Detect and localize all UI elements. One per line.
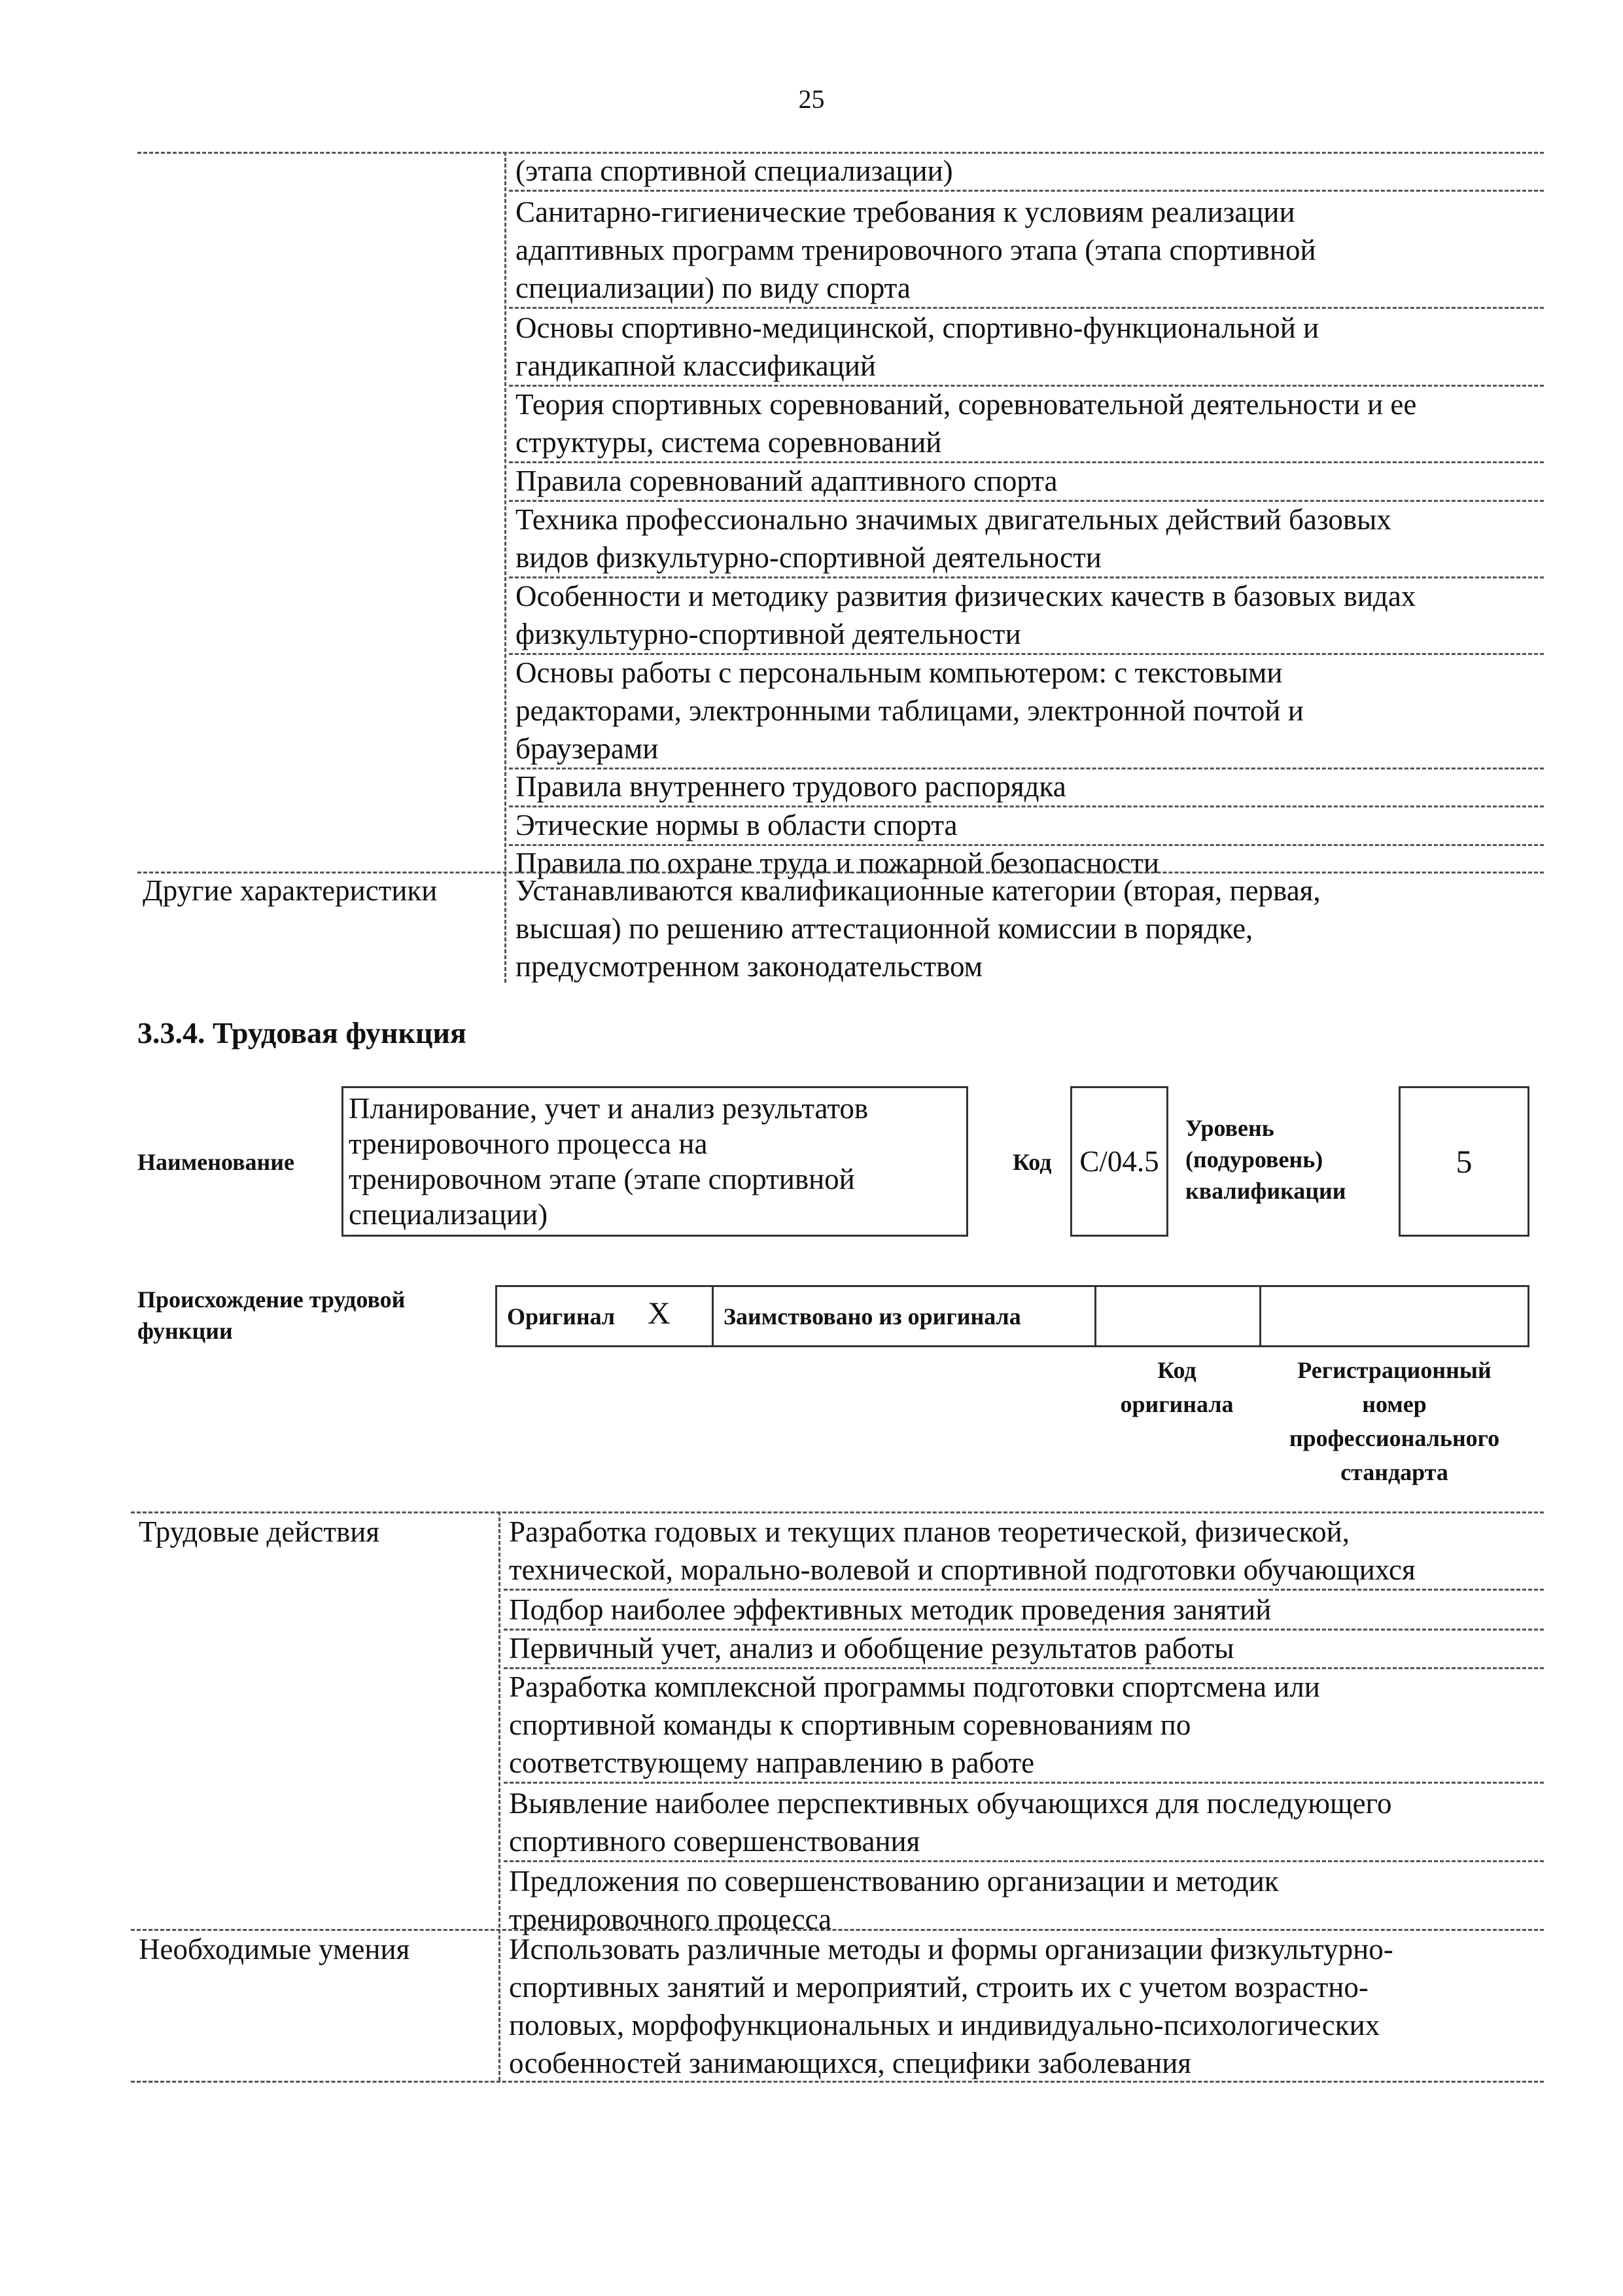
- table2-bottom-rule: [131, 2081, 1544, 2083]
- qualification-level: 5: [1399, 1086, 1529, 1237]
- other-characteristics-text: Устанавливаются квалификационные категории (вторая, первая, высшая) по решению аттестационной комиссии в порядке, предусмотренном законодательством: [515, 874, 1321, 983]
- table1-row: Правила по охране труда и пожарной безопасности: [515, 847, 1159, 879]
- borrowed-label: Заимствовано из оригинала: [724, 1303, 1021, 1330]
- origin-cell-divider: [1094, 1285, 1096, 1347]
- function-code: C/04.5: [1070, 1086, 1168, 1237]
- labor-action-row: Подбор наиболее эффективных методик проведения занятий: [504, 1591, 1544, 1631]
- table2-column-divider: [498, 1511, 500, 2081]
- original-label: Оригинал: [507, 1303, 616, 1330]
- table1-row: Основы работы с персональным компьютером: с текстовыми редакторами, электронными таблицами, электронной почтой и браузерами: [509, 654, 1544, 769]
- labor-action-row: Первичный учет, анализ и обобщение результатов работы: [504, 1629, 1544, 1669]
- original-mark: X: [648, 1296, 671, 1331]
- function-name-box: Планирование, учет и анализ результатов тренировочного процесса на тренировочном этапе (этапе спортивной специализации): [341, 1086, 968, 1237]
- table1-row: Санитарно-гигиенические требования к условиям реализации адаптивных программ тренировочного этапа (этапа спортивной специализации) по виду спорта: [509, 193, 1544, 309]
- table1-row: Основы спортивно-медицинской, спортивно-функциональной и гандикапной классификаций: [509, 309, 1544, 387]
- table1-row: Правила внутреннего трудового распорядка: [509, 768, 1544, 807]
- labor-action-row: Разработка комплексной программы подготовки спортсмена или спортивной команды к спортивным соревнованиям по соответствующему направлению в работе: [504, 1668, 1544, 1784]
- table1-row: Этические нормы в области спорта: [509, 806, 1544, 846]
- labor-action-row: Предложения по совершенствованию организации и методик тренировочного процесса: [509, 1865, 1279, 1935]
- other-characteristics-label: Другие характеристики: [143, 874, 438, 907]
- table1-row: Правила соревнований адаптивного спорта: [509, 462, 1544, 502]
- required-skills-label: Необходимые умения: [139, 1933, 410, 1966]
- labor-actions-label: Трудовые действия: [139, 1515, 380, 1548]
- section-title: 3.3.4. Трудовая функция: [137, 1016, 466, 1050]
- origin-cell-divider: [712, 1285, 714, 1347]
- table1-row: Техника профессионально значимых двигательных действий базовых видов физкультурно-спортивной деятельности: [509, 501, 1544, 578]
- required-skills-text: Использовать различные методы и формы организации физкультурно- спортивных занятий и мероприятий, строить их с учетом возрастно- половых, морфофункциональных и индивидуально-психологических особенностей занимающихся, специфики заболевания: [509, 1933, 1393, 2079]
- table1-row: Теория спортивных соревнований, соревновательной деятельности и ее структуры, система соревнований: [509, 385, 1544, 463]
- table1-column-divider: [504, 152, 506, 983]
- labor-action-row: Выявление наиболее перспективных обучающихся для последующего спортивного совершенствования: [504, 1784, 1544, 1862]
- table1-row: Особенности и методику развития физических качеств в базовых видах физкультурно-спортивной деятельности: [509, 577, 1544, 655]
- code-label: Код: [1013, 1149, 1052, 1175]
- page-number: 25: [798, 84, 825, 114]
- code-original-caption: Код оригинала: [1120, 1357, 1234, 1417]
- name-label: Наименование: [137, 1149, 294, 1175]
- origin-label: Происхождение трудовой функции: [137, 1286, 406, 1344]
- level-label: Уровень (подуровень) квалификации: [1185, 1115, 1346, 1204]
- origin-cell-divider: [1259, 1285, 1261, 1347]
- labor-action-row: Разработка годовых и текущих планов теоретической, физической, технической, морально-волевой и спортивной подготовки обучающихся: [504, 1513, 1544, 1591]
- table1-row: (этапа спортивной специализации): [509, 152, 1544, 192]
- registration-number-caption: Регистрационный номер профессионального стандарта: [1289, 1357, 1500, 1485]
